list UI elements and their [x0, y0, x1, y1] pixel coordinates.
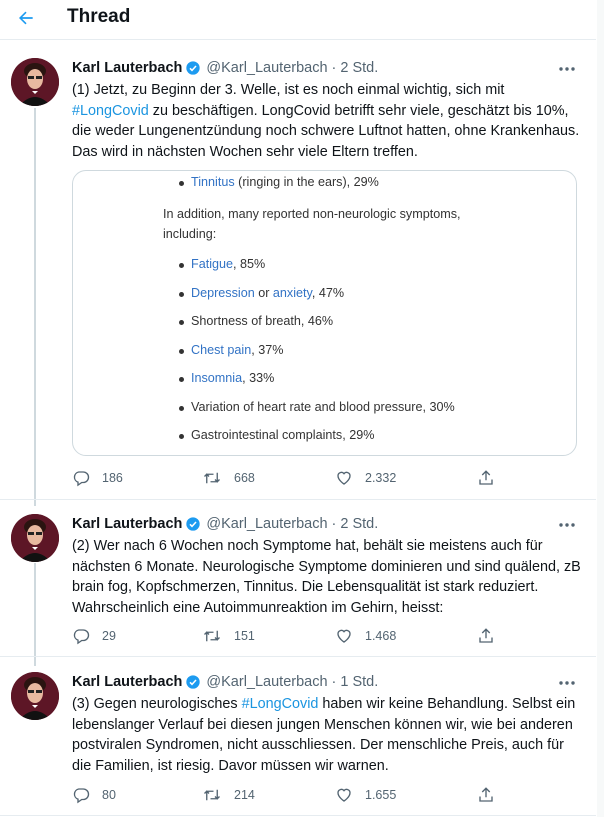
tweet-text: (3) Gegen neurologisches #LongCovid haben wir keine Behandlung. Selbst ein lebenslanger Verlauf bei diesen jungen Menschen können wir, wie bei anderen postviralen Syndromen, nicht ausschliessen. Der menschliche Preis, auch für die Familien, ist riesig. Davor müssen wir warnen. — [72, 696, 576, 774]
reply-count: 29 — [102, 629, 116, 643]
retweet-icon — [202, 469, 222, 487]
list-bullet — [179, 263, 184, 268]
page-title: Thread — [67, 6, 131, 27]
separator-dot: · — [331, 60, 337, 76]
like-icon — [335, 627, 353, 645]
more-button[interactable] — [555, 60, 579, 78]
media-line: Insomnia, 33% — [191, 371, 275, 385]
media-line: Variation of heart rate and blood pressure, 30% — [191, 400, 455, 414]
reply-button[interactable] — [72, 626, 116, 646]
reply-icon — [72, 627, 90, 645]
retweet-button[interactable] — [202, 626, 255, 646]
retweet-button[interactable] — [202, 468, 255, 488]
media-line: including: — [163, 227, 217, 241]
author-handle[interactable]: @Karl_Lauterbach — [206, 516, 328, 532]
share-icon — [477, 469, 495, 487]
reply-button[interactable] — [72, 785, 116, 805]
list-bullet — [179, 292, 184, 297]
author-handle[interactable]: @Karl_Lauterbach — [206, 674, 328, 690]
author-name[interactable]: Karl Lauterbach — [72, 60, 183, 76]
avatar[interactable] — [11, 672, 59, 720]
reply-count: 80 — [102, 788, 116, 802]
share-button[interactable] — [477, 468, 495, 488]
list-bullet — [179, 181, 184, 186]
tweet-actions — [72, 785, 512, 805]
avatar[interactable] — [11, 514, 59, 562]
hashtag-link[interactable]: #LongCovid — [72, 102, 149, 119]
reply-count: 186 — [102, 471, 123, 485]
more-icon — [559, 523, 575, 527]
retweet-count: 668 — [234, 471, 255, 485]
media-line: Fatigue, 85% — [191, 257, 266, 271]
separator-dot: · — [331, 516, 337, 532]
like-count: 2.332 — [365, 471, 397, 485]
like-button[interactable] — [335, 785, 396, 805]
author-name[interactable]: Karl Lauterbach — [72, 674, 183, 690]
tweet-actions — [72, 468, 512, 488]
more-button[interactable] — [555, 674, 579, 692]
tweet[interactable] — [0, 514, 596, 654]
thread-header — [0, 0, 596, 40]
reply-icon — [72, 786, 90, 804]
back-arrow-icon — [16, 8, 36, 28]
reply-icon — [72, 469, 90, 487]
media-line: Chest pain, 37% — [191, 343, 284, 357]
list-bullet — [179, 406, 184, 411]
tweet-divider — [0, 499, 596, 500]
more-icon — [559, 681, 575, 685]
like-count: 1.655 — [365, 788, 397, 802]
tweet-time[interactable]: 2 Std. — [340, 516, 379, 532]
media-line: Depression or anxiety, 47% — [191, 286, 345, 300]
like-count: 1.468 — [365, 629, 397, 643]
retweet-icon — [202, 786, 222, 804]
media-image[interactable] — [72, 170, 577, 456]
share-button[interactable] — [477, 626, 495, 646]
media-line: Tinnitus (ringing in the ears), 29% — [191, 175, 379, 189]
verified-badge-icon — [185, 516, 201, 532]
like-icon — [335, 469, 353, 487]
verified-badge-icon — [185, 60, 201, 76]
media-line: Gastrointestinal complaints, 29% — [191, 428, 375, 442]
separator-dot: · — [331, 674, 337, 690]
list-bullet — [179, 377, 184, 382]
more-button[interactable] — [555, 516, 579, 534]
tweet-time[interactable]: 1 Std. — [340, 674, 379, 690]
author-name[interactable]: Karl Lauterbach — [72, 516, 183, 532]
list-bullet — [179, 349, 184, 354]
scrollbar[interactable] — [597, 0, 604, 817]
tweet-divider — [0, 656, 596, 657]
retweet-count: 214 — [234, 788, 255, 802]
media-line: Shortness of breath, 46% — [191, 314, 334, 328]
more-icon — [559, 67, 575, 71]
tweet-header — [72, 58, 378, 78]
media-line: In addition, many reported non-neurologic symptoms, — [163, 207, 461, 221]
hashtag-link[interactable]: #LongCovid — [241, 696, 319, 712]
like-button[interactable] — [335, 626, 396, 646]
author-handle[interactable]: @Karl_Lauterbach — [206, 60, 328, 76]
retweet-count: 151 — [234, 629, 255, 643]
share-icon — [477, 627, 495, 645]
share-button[interactable] — [477, 785, 495, 805]
tweet-divider — [0, 815, 596, 816]
like-icon — [335, 786, 353, 804]
retweet-button[interactable] — [202, 785, 255, 805]
tweet[interactable] — [0, 672, 596, 812]
tweet-header — [72, 672, 378, 692]
tweet-actions — [72, 626, 512, 646]
tweet-text: (2) Wer nach 6 Wochen noch Symptome hat, behält sie meistens auch für nächsten 6 Monate. Neurologische Symptome dominieren und sind quälend, zB brain fog, Kopfschmerzen, Tinnitus. Die Lebensqualität ist stark reduziert. Wahrscheinlich eine Autoimmunreaktion im Gehirn, heisst: — [72, 538, 581, 616]
tweet-time[interactable]: 2 Std. — [340, 60, 379, 76]
list-bullet — [179, 320, 184, 325]
avatar[interactable] — [11, 58, 59, 106]
tweet-text: (1) Jetzt, zu Beginn der 3. Welle, ist es noch einmal wichtig, sich mit #LongCovid zu beschäftigen. LongCovid betrifft sehr viele, geschätzt bis 10%, die weder Lungenentzündung noch schwere Luftnot hatten, ohne Krankenhaus. Das wird in nächsten Wochen sehr viele Eltern treffen. — [72, 82, 580, 160]
reply-button[interactable] — [72, 468, 123, 488]
retweet-icon — [202, 627, 222, 645]
verified-badge-icon — [185, 674, 201, 690]
list-bullet — [179, 434, 184, 439]
like-button[interactable] — [335, 468, 396, 488]
tweet-header — [72, 514, 378, 534]
back-button[interactable] — [8, 0, 44, 36]
tweet[interactable] — [0, 58, 596, 498]
share-icon — [477, 786, 495, 804]
